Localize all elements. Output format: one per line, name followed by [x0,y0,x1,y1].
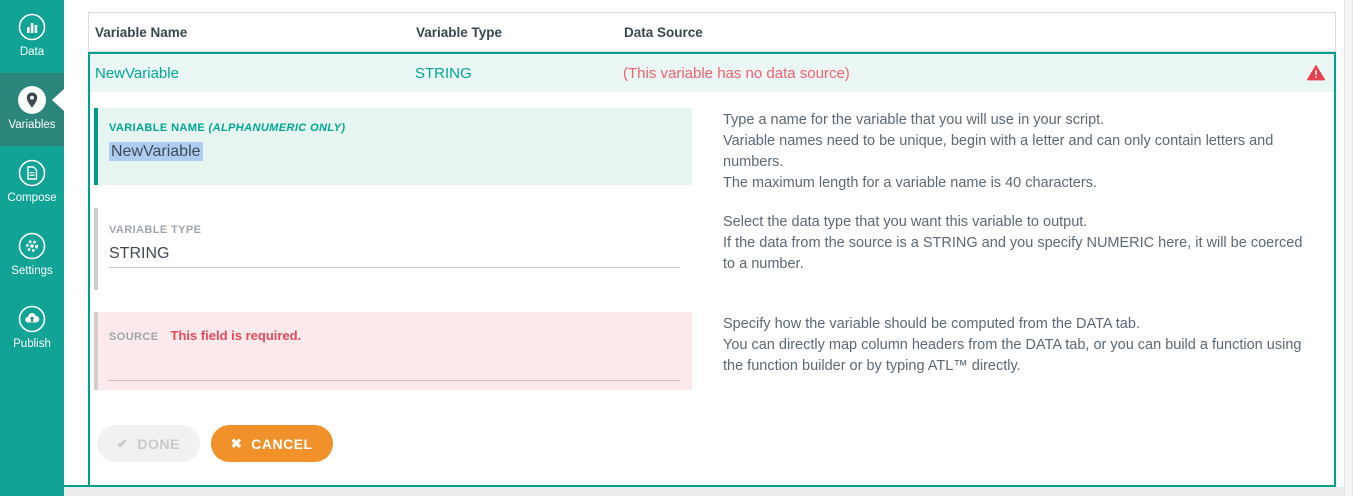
column-header-variable-type: Variable Type [416,24,503,40]
map-pin-icon [18,86,46,114]
variable-type-field-panel [94,208,692,290]
variable-type-select[interactable]: STRING [109,245,680,268]
source-required-message: This field is required. [170,328,302,343]
close-icon: ✖ [230,435,243,451]
source-field-panel [94,312,692,390]
sidebar-item-settings[interactable] [0,219,64,292]
vertical-scrollbar[interactable] [1344,0,1353,496]
selected-variable-panel [88,52,1336,487]
variable-name-label: VARIABLE NAME (ALPHANUMERIC ONLY) [109,122,346,134]
variable-type-help-text: Select the data type that you want this variable to output. If the data from the source is a STRING and you specify NUMERIC here, it will be coerced to a number. [723,214,1303,272]
sidebar-item-compose[interactable] [0,146,64,219]
sidebar [0,0,64,496]
sidebar-item-label: Compose [7,192,57,204]
check-icon: ✔ [117,435,129,451]
variable-name-input[interactable] [109,143,680,161]
row-data-source-status: (This variable has no data source) [623,64,850,82]
variable-name-label-note: (ALPHANUMERIC ONLY) [208,122,346,134]
variable-editor [90,92,1334,485]
bar-chart-icon [18,13,46,41]
editor-actions [97,425,333,462]
table-row[interactable] [90,54,1334,92]
sidebar-item-label: Variables [8,119,56,131]
sidebar-item-label: Data [19,46,45,58]
row-variable-name: NewVariable [95,64,179,82]
variable-name-field-panel [94,108,692,185]
gear-icon [18,232,46,260]
variables-table [88,12,1336,487]
page-bottom-strip [64,487,1353,496]
table-header-row [88,12,1336,52]
sidebar-item-data[interactable] [0,0,64,73]
done-button[interactable]: ✔ DONE [97,425,200,462]
sidebar-item-publish[interactable] [0,292,64,365]
column-header-data-source: Data Source [624,24,703,40]
variable-name-help-text: Type a name for the variable that you will use in your script. Variable names need to be unique, begin with a letter and can only contain letters and numbers. The maximum length for a variable name is 40 characters. [723,112,1274,191]
warning-triangle-icon [1307,65,1325,81]
source-label: SOURCE [109,331,159,343]
column-header-variable-name: Variable Name [95,24,188,40]
active-item-pointer [52,89,64,111]
source-help-text: Specify how the variable should be computed from the DATA tab. You can directly map column headers from the DATA tab, or you can build a function using the function builder or by typing ATL™ directly. [723,316,1302,374]
row-variable-type: STRING [415,64,472,82]
variable-name-selected-text: NewVariable [111,143,201,160]
cancel-button[interactable]: ✖ CANCEL [211,425,333,462]
document-icon [18,159,46,187]
source-input[interactable] [109,369,680,381]
sidebar-item-label: Settings [11,265,53,277]
sidebar-item-label: Publish [13,338,51,350]
variable-type-label: VARIABLE TYPE [109,224,202,236]
cloud-upload-icon [18,305,46,333]
